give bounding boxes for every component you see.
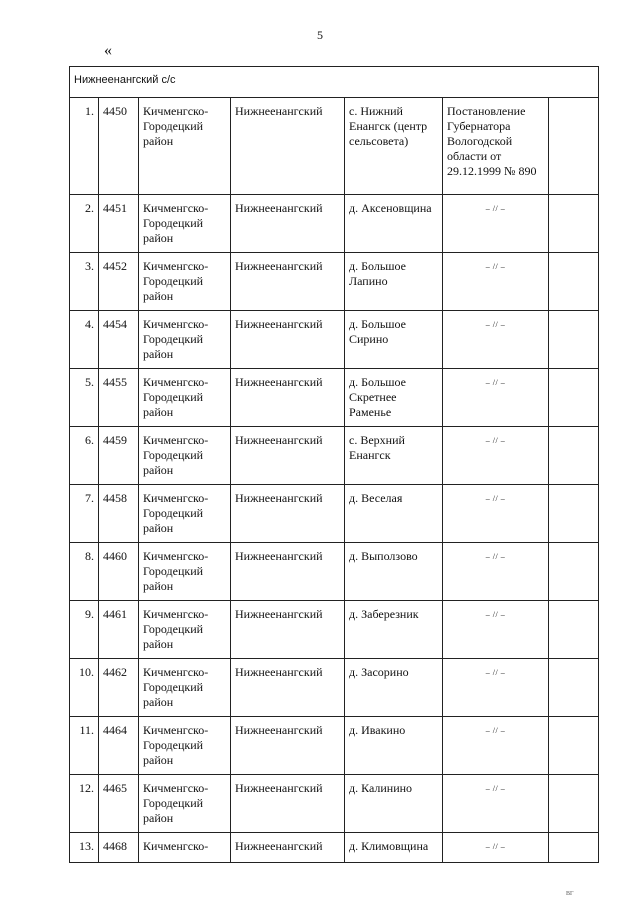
extra-cell xyxy=(549,659,599,717)
extra-cell xyxy=(549,98,599,195)
legal-basis: – // – xyxy=(443,369,549,427)
table-row xyxy=(70,98,599,195)
legal-basis: – // – xyxy=(443,543,549,601)
row-number: 2. xyxy=(70,195,99,253)
settlement-code: 4450 xyxy=(99,98,139,195)
settlement-code: 4459 xyxy=(99,427,139,485)
district-name: Кичменгско-Городецкий район xyxy=(139,369,231,427)
district-name: Кичменгско-Городецкий район xyxy=(139,775,231,833)
table-row xyxy=(70,543,599,601)
extra-cell xyxy=(549,485,599,543)
table-row xyxy=(70,833,599,863)
settlement-name: д. Большое Скретнее Раменье xyxy=(345,369,443,427)
row-number: 10. xyxy=(70,659,99,717)
district-name: Кичменгско-Городецкий район xyxy=(139,195,231,253)
row-number: 4. xyxy=(70,311,99,369)
settlement-name: д. Большое Лапино xyxy=(345,253,443,311)
extra-cell xyxy=(549,427,599,485)
council-name: Нижнеенангский xyxy=(231,601,345,659)
settlement-name: д. Большое Сирино xyxy=(345,311,443,369)
row-number: 1. xyxy=(70,98,99,195)
district-name: Кичменгско-Городецкий район xyxy=(139,427,231,485)
council-name: Нижнеенангский xyxy=(231,543,345,601)
table-row xyxy=(70,311,599,369)
extra-cell xyxy=(549,369,599,427)
row-number: 6. xyxy=(70,427,99,485)
table-row xyxy=(70,717,599,775)
council-name: Нижнеенангский xyxy=(231,369,345,427)
corner-mark: ВГ xyxy=(566,891,574,897)
table-row xyxy=(70,195,599,253)
district-name: Кичменгско-Городецкий район xyxy=(139,543,231,601)
legal-basis: – // – xyxy=(443,833,549,863)
council-name: Нижнеенангский xyxy=(231,311,345,369)
settlement-code: 4460 xyxy=(99,543,139,601)
row-number: 3. xyxy=(70,253,99,311)
district-name: Кичменгско-Городецкий район xyxy=(139,98,231,195)
legal-basis: – // – xyxy=(443,659,549,717)
council-name: Нижнеенангский xyxy=(231,195,345,253)
settlements-table xyxy=(69,66,599,863)
district-name: Кичменгско-Городецкий район xyxy=(139,659,231,717)
settlement-code: 4451 xyxy=(99,195,139,253)
legal-basis: – // – xyxy=(443,775,549,833)
extra-cell xyxy=(549,253,599,311)
settlement-name: д. Ивакино xyxy=(345,717,443,775)
extra-cell xyxy=(549,601,599,659)
settlement-name: д. Климовщина xyxy=(345,833,443,863)
table-row xyxy=(70,253,599,311)
section-title: Нижнеенангский с/с xyxy=(70,67,599,98)
table-row xyxy=(70,659,599,717)
legal-basis: – // – xyxy=(443,485,549,543)
row-number: 12. xyxy=(70,775,99,833)
legal-basis: Постановление Губернатора Вологодской области от 29.12.1999 № 890 xyxy=(443,98,549,195)
district-name: Кичменгско-Городецкий район xyxy=(139,253,231,311)
quote-mark: « xyxy=(104,42,112,59)
council-name: Нижнеенангский xyxy=(231,659,345,717)
extra-cell xyxy=(549,543,599,601)
table-row xyxy=(70,369,599,427)
settlement-name: с. Нижний Енангск (центр сельсовета) xyxy=(345,98,443,195)
section-header-row xyxy=(70,67,599,98)
table-row xyxy=(70,775,599,833)
settlement-name: д. Калинино xyxy=(345,775,443,833)
row-number: 11. xyxy=(70,717,99,775)
district-name: Кичменгско- xyxy=(139,833,231,863)
settlement-code: 4462 xyxy=(99,659,139,717)
legal-basis: – // – xyxy=(443,311,549,369)
settlement-code: 4465 xyxy=(99,775,139,833)
district-name: Кичменгско-Городецкий район xyxy=(139,717,231,775)
table-row xyxy=(70,485,599,543)
row-number: 9. xyxy=(70,601,99,659)
settlement-name: д. Выползово xyxy=(345,543,443,601)
table-row xyxy=(70,427,599,485)
council-name: Нижнеенангский xyxy=(231,485,345,543)
settlement-name: д. Веселая xyxy=(345,485,443,543)
row-number: 5. xyxy=(70,369,99,427)
council-name: Нижнеенангский xyxy=(231,775,345,833)
settlement-code: 4464 xyxy=(99,717,139,775)
table-body xyxy=(70,67,599,863)
settlement-code: 4454 xyxy=(99,311,139,369)
settlement-name: д. Аксеновщина xyxy=(345,195,443,253)
legal-basis: – // – xyxy=(443,601,549,659)
district-name: Кичменгско-Городецкий район xyxy=(139,311,231,369)
settlement-code: 4461 xyxy=(99,601,139,659)
settlement-code: 4468 xyxy=(99,833,139,863)
legal-basis: – // – xyxy=(443,427,549,485)
council-name: Нижнеенангский xyxy=(231,833,345,863)
extra-cell xyxy=(549,717,599,775)
legal-basis: – // – xyxy=(443,195,549,253)
extra-cell xyxy=(549,775,599,833)
district-name: Кичменгско-Городецкий район xyxy=(139,485,231,543)
council-name: Нижнеенангский xyxy=(231,98,345,195)
page-number: 5 xyxy=(317,28,323,42)
council-name: Нижнеенангский xyxy=(231,717,345,775)
council-name: Нижнеенангский xyxy=(231,427,345,485)
table-row xyxy=(70,601,599,659)
settlement-name: с. Верхний Енангск xyxy=(345,427,443,485)
row-number: 7. xyxy=(70,485,99,543)
row-number: 8. xyxy=(70,543,99,601)
legal-basis: – // – xyxy=(443,717,549,775)
settlement-name: д. Засорино xyxy=(345,659,443,717)
extra-cell xyxy=(549,311,599,369)
extra-cell xyxy=(549,833,599,863)
settlement-code: 4458 xyxy=(99,485,139,543)
legal-basis: – // – xyxy=(443,253,549,311)
council-name: Нижнеенангский xyxy=(231,253,345,311)
settlement-name: д. Заберезник xyxy=(345,601,443,659)
row-number: 13. xyxy=(70,833,99,863)
settlement-code: 4455 xyxy=(99,369,139,427)
district-name: Кичменгско-Городецкий район xyxy=(139,601,231,659)
settlement-code: 4452 xyxy=(99,253,139,311)
extra-cell xyxy=(549,195,599,253)
